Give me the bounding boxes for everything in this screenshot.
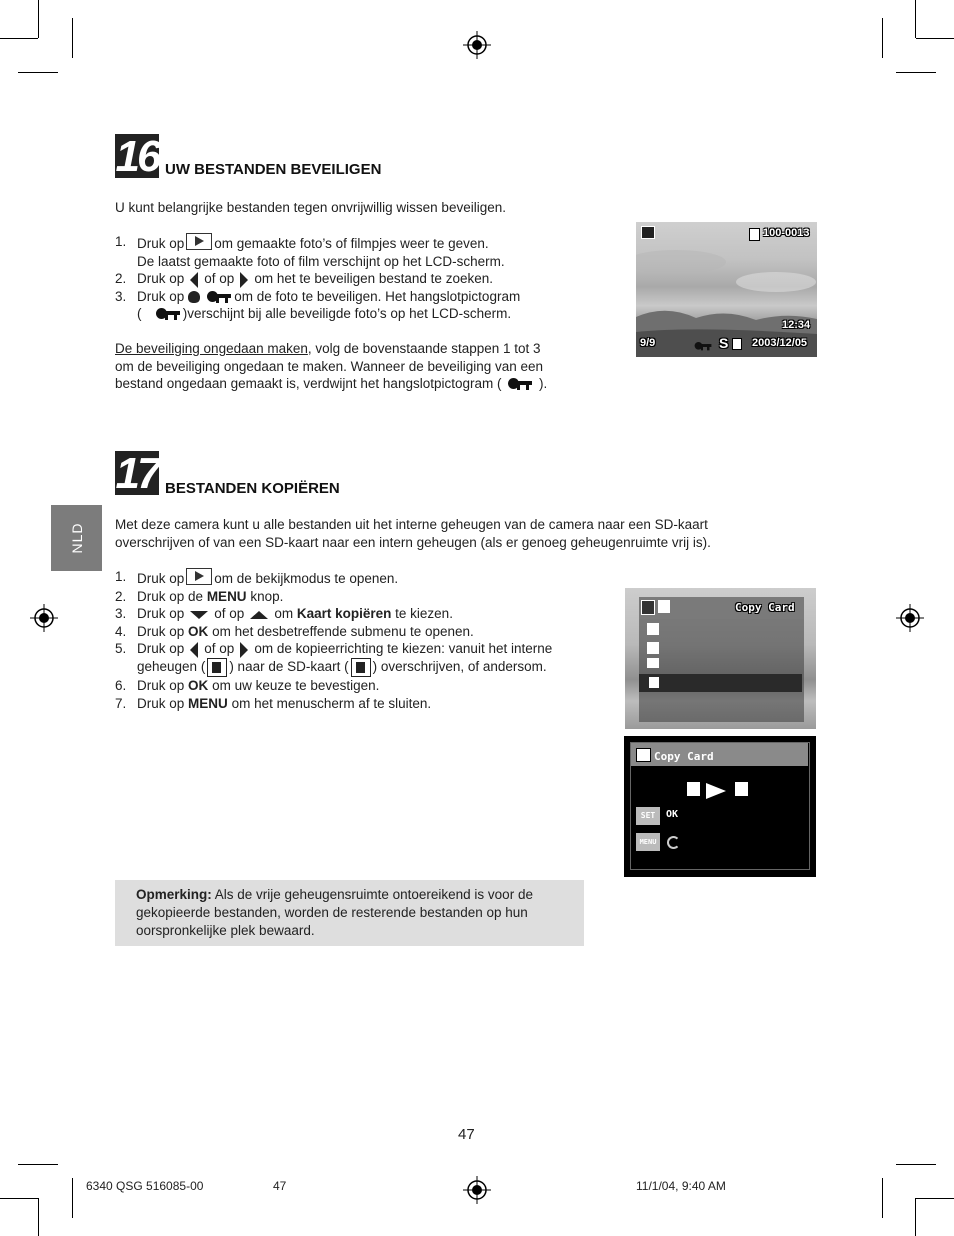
ok-label: OK <box>666 809 679 820</box>
menu-item-icon <box>647 658 659 668</box>
set-button[interactable]: SET <box>636 807 660 825</box>
sd-card-icon <box>351 658 371 677</box>
lcd-screenshot-confirm <box>624 736 816 877</box>
menu-title: Copy Card <box>735 601 795 614</box>
internal-memory-icon <box>207 658 227 677</box>
date: 2003/12/05 <box>752 337 808 349</box>
undo-paragraph: De beveiliging ongedaan maken, volg de bovenstaande stappen 1 tot 3 om de beveiliging ongedaan te maken. Wanneer de beveiliging van een bestand ongedaan gemaakt is, verdwijnt het hangslotpictogram ( ). <box>115 341 548 391</box>
crop-mark <box>915 1198 916 1236</box>
crop-mark <box>0 1198 38 1199</box>
memory-icon <box>749 228 760 241</box>
steps-list <box>115 233 595 323</box>
registration-mark-icon <box>30 604 58 632</box>
lock-icon <box>207 291 231 304</box>
time: 12:34 <box>782 319 811 331</box>
crop-mark <box>38 1198 39 1236</box>
list-item: 3. Druk op om de foto te beveiligen. Het hangslotpictogram ( )verschijnt bij alle beveiligde foto’s op het LCD-scherm. <box>115 288 521 322</box>
registration-mark-icon <box>896 604 924 632</box>
lcd-screenshot-protect <box>636 222 817 357</box>
footer-page: 47 <box>273 1179 287 1193</box>
crop-mark <box>916 1198 954 1199</box>
list-item: 7. Druk op MENU om het menuscherm af te sluiten. <box>115 695 432 711</box>
crop-mark <box>72 18 73 58</box>
list-item: 1. Druk op om de bekijkmodus te openen. <box>115 569 399 586</box>
dialog-title: Copy Card <box>654 750 714 763</box>
lcd-screenshot-menu <box>625 588 816 729</box>
copy-card-icon <box>636 748 651 762</box>
section-title: BESTANDEN KOPIËREN <box>165 480 340 497</box>
left-arrow-icon <box>190 642 198 658</box>
crop-mark <box>18 72 58 73</box>
file-number: 100-0013 <box>763 227 810 239</box>
list-item: 4. Druk op OK om het desbetreffende submenu te openen. <box>115 623 474 639</box>
registration-mark-icon <box>463 31 491 59</box>
internal-memory-icon <box>687 782 700 796</box>
list-item: 2. Druk op de MENU knop. <box>115 588 284 604</box>
playback-icon <box>186 233 212 250</box>
crop-mark <box>882 18 883 58</box>
up-arrow-icon <box>250 611 268 619</box>
list-item: 3. Druk op of op om Kaart kopiëren te kiezen. <box>115 606 453 622</box>
image-count: 9/9 <box>640 337 656 349</box>
registration-mark-icon <box>463 1176 491 1204</box>
language-tab: NLD <box>51 505 102 571</box>
intro-text: U kunt belangrijke bestanden tegen onvrijwillig wissen beveiligen. <box>115 200 506 215</box>
size-indicator: S <box>719 335 729 351</box>
list-item: 1. Druk op om gemaakte foto’s of filmpjes weer te geven. De laatst gemaakte foto of film verschijnt op het LCD-scherm. <box>115 234 505 269</box>
right-arrow-icon <box>240 272 248 288</box>
protect-button-icon <box>188 291 200 303</box>
playback-icon <box>641 226 655 239</box>
playback-icon <box>186 568 212 585</box>
sd-card-icon <box>735 782 748 796</box>
down-arrow-icon <box>190 611 208 619</box>
footer-date: 11/1/04, 9:40 AM <box>636 1179 726 1193</box>
crop-mark <box>72 1178 73 1218</box>
footer-left: 6340 QSG 516085-00 <box>86 1179 204 1193</box>
section-number: 17 <box>115 449 159 498</box>
list-item: 2. Druk op of op om het te beveiligen bestand te zoeken. <box>115 271 493 287</box>
crop-mark <box>896 72 936 73</box>
steps-list <box>115 568 615 712</box>
crop-mark <box>916 38 954 39</box>
lock-icon <box>695 342 712 351</box>
lock-icon <box>156 308 180 321</box>
menu-item-icon <box>647 623 659 635</box>
return-icon <box>667 836 680 849</box>
crop-mark <box>882 1178 883 1218</box>
right-arrow-icon <box>240 642 248 658</box>
note-box: Opmerking: Als de vrije geheugensruimte ontoereikend is voor de gekopieerde bestanden, worden de resterende bestanden op hun oorspronkelijke plek bewaard. <box>115 880 584 946</box>
crop-mark <box>38 0 39 38</box>
page-number: 47 <box>458 1126 475 1143</box>
menu-button[interactable]: MENU <box>636 833 660 851</box>
crop-mark <box>0 38 38 39</box>
crop-mark <box>915 0 916 38</box>
copy-card-icon[interactable] <box>649 677 659 688</box>
intro-text: Met deze camera kunt u alle bestanden uit het interne geheugen van de camera naar een SD-kaart overschrijven of van een SD-kaart naar een intern geheugen (als er genoeg geheugenruimte vrij is). <box>115 517 711 550</box>
list-item: 6. Druk op OK om uw keuze te bevestigen. <box>115 677 380 693</box>
crop-mark <box>896 1164 936 1165</box>
memory-icon <box>732 338 742 350</box>
crop-mark <box>18 1164 58 1165</box>
menu-item-icon <box>647 642 659 654</box>
section-title: UW BESTANDEN BEVEILIGEN <box>165 161 382 178</box>
arrow-right-icon <box>706 783 726 799</box>
playback-icon <box>641 600 655 615</box>
left-arrow-icon <box>190 272 198 288</box>
memory-icon <box>658 600 670 613</box>
list-item: 5. Druk op of op om de kopieerrichting te kiezen: vanuit het interne geheugen ( ) naar de SD-kaart ( ) overschrijven, of andersom. <box>115 640 615 677</box>
lock-icon <box>508 378 532 391</box>
section-number: 16 <box>115 132 159 181</box>
